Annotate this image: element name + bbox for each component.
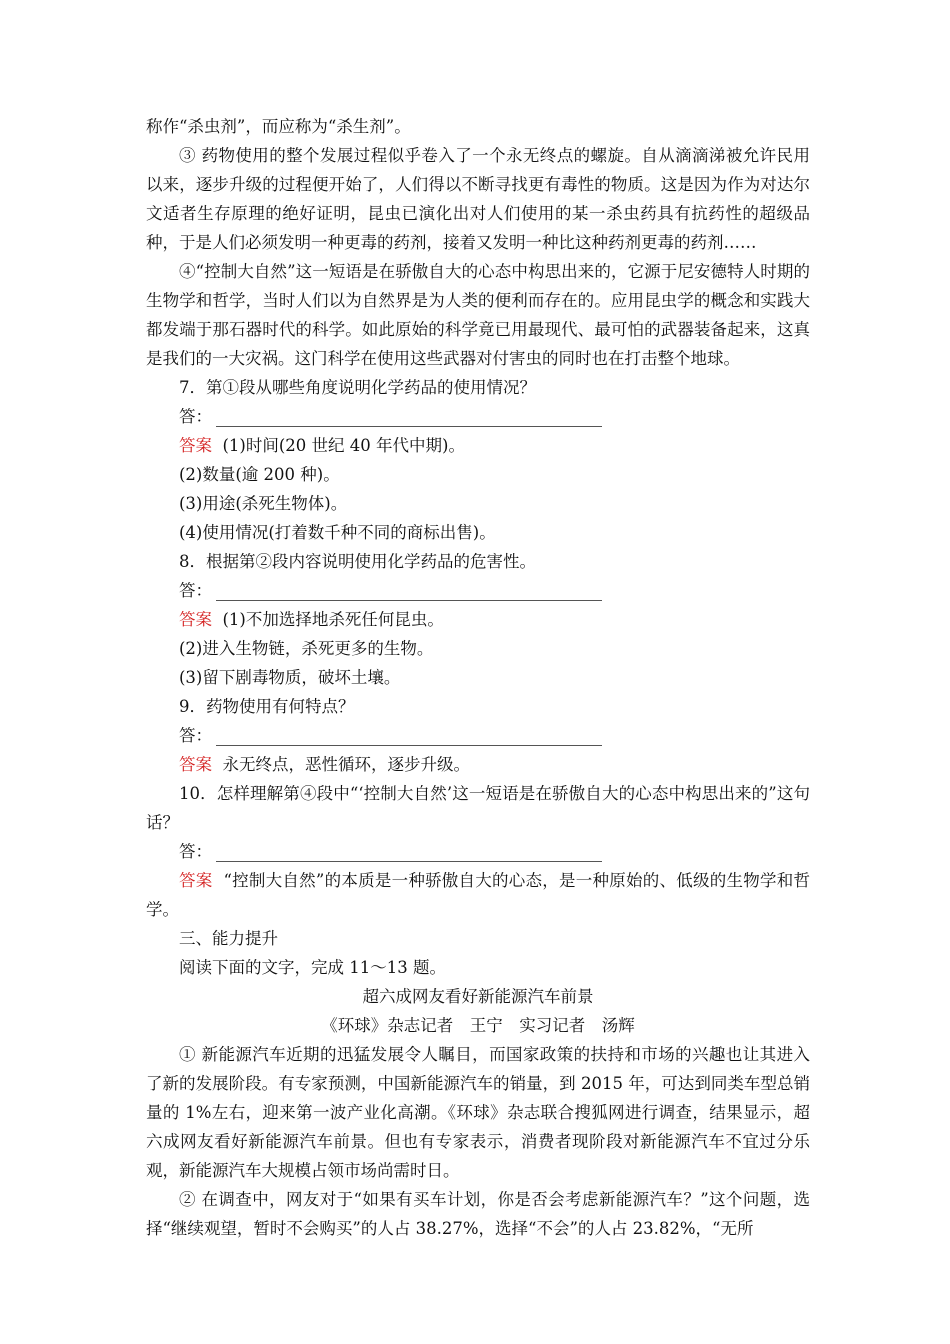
answer-prefix: 答： — [179, 407, 212, 426]
answer-7-4: (4)使用情况(打着数千种不同的商标出售)。 — [179, 523, 496, 542]
answer-label: 答案 — [179, 610, 212, 629]
answer-7-1 — [146, 431, 810, 460]
answer-line-8 — [146, 576, 810, 605]
answer-prefix: 答： — [179, 842, 212, 861]
article-paragraph-1: ① 新能源汽车近期的迅猛发展令人瞩目，而国家政策的扶持和市场的兴趣也让其进入了新的发展阶段。有专家预测，中国新能源汽车的销量，到 2015 年，可达到同类车型总销量的 1%左右，迎来第一波产业化高潮。《环球》杂志联合搜狐网进行调查，结果显示，超六成网友看好新能源汽车前景。但也有专家表示，消费者现阶段对新能源汽车不宜过分乐观，新能源汽车大规模占领市场尚需时日。 — [146, 1045, 810, 1180]
answer-blank[interactable] — [216, 727, 602, 746]
answer-prefix: 答： — [179, 581, 212, 600]
question-7: 7．第①段从哪些角度说明化学药品的使用情况？ — [179, 378, 536, 397]
answer-8-1 — [146, 605, 810, 634]
section-heading: 三、能力提升 — [179, 929, 278, 948]
paragraph-continuation: 称作“杀虫剂”，而应称为“杀生剂”。 — [146, 117, 411, 136]
question-9: 9．药物使用有何特点？ — [179, 697, 355, 716]
answer-7-2: (2)数量(逾 200 种)。 — [179, 465, 340, 484]
answer-label: 答案 — [179, 871, 213, 890]
document-page — [146, 112, 810, 1243]
paragraph-4: ④“控制大自然”这一短语是在骄傲自大的心态中构思出来的，它源于尼安德特人时期的生物学和哲学，当时人们以为自然界是为人类的便利而存在的。应用昆虫学的概念和实践大都发端于那石器时代的科学。如此原始的科学竟已用最现代、最可怕的武器装备起来，这真是我们的一大灾祸。这门科学在使用这些武器对付害虫的同时也在打击整个地球。 — [146, 262, 810, 368]
paragraph-3: ③ 药物使用的整个发展过程似乎卷入了一个永无终点的螺旋。自从滴滴涕被允许民用以来，逐步升级的过程便开始了，人们得以不断寻找更有毒性的物质。这是因为作为对达尔文适者生存原理的绝好证明，昆虫已演化出对人们使用的某一杀虫药具有抗药性的超级品种，于是人们必须发明一种更毒的药剂，接着又发明一种比这种药剂更毒的药剂…… — [146, 146, 810, 252]
answer-text: (1)不加选择地杀死任何昆虫。 — [222, 610, 444, 629]
answer-blank[interactable] — [216, 408, 602, 427]
answer-10 — [146, 866, 810, 924]
question-8: 8．根据第②段内容说明使用化学药品的危害性。 — [179, 552, 536, 571]
reading-intro: 阅读下面的文字，完成 11～13 题。 — [179, 958, 446, 977]
answer-label: 答案 — [179, 755, 212, 774]
answer-line-10 — [146, 837, 810, 866]
answer-text: “控制大自然”的本质是一种骄傲自大的心态，是一种原始的、低级的生物学和哲学。 — [146, 871, 810, 919]
question-10: 10．怎样理解第④段中“‘控制大自然’这一短语是在骄傲自大的心态中构思出来的”这句话？ — [146, 784, 810, 832]
answer-blank[interactable] — [216, 843, 602, 862]
answer-7-3: (3)用途(杀死生物体)。 — [179, 494, 348, 513]
article-paragraph-2: ② 在调查中，网友对于“如果有买车计划，你是否会考虑新能源汽车？”这个问题，选择“继续观望，暂时不会购买”的人占 38.27%，选择“不会”的人占 23.82%，“无所 — [146, 1190, 810, 1238]
answer-line-9 — [146, 721, 810, 750]
answer-9 — [146, 750, 810, 779]
article-title: 超六成网友看好新能源汽车前景 — [362, 987, 594, 1006]
answer-8-3: (3)留下剧毒物质，破坏土壤。 — [179, 668, 401, 687]
answer-8-2: (2)进入生物链，杀死更多的生物。 — [179, 639, 434, 658]
answer-label: 答案 — [179, 436, 212, 455]
answer-text: 永无终点，恶性循环，逐步升级。 — [222, 755, 470, 774]
answer-line-7 — [146, 402, 810, 431]
answer-text: (1)时间(20 世纪 40 年代中期)。 — [222, 436, 465, 455]
article-byline: 《环球》杂志记者 王宁 实习记者 汤辉 — [321, 1016, 635, 1035]
answer-blank[interactable] — [216, 582, 602, 601]
answer-prefix: 答： — [179, 726, 212, 745]
